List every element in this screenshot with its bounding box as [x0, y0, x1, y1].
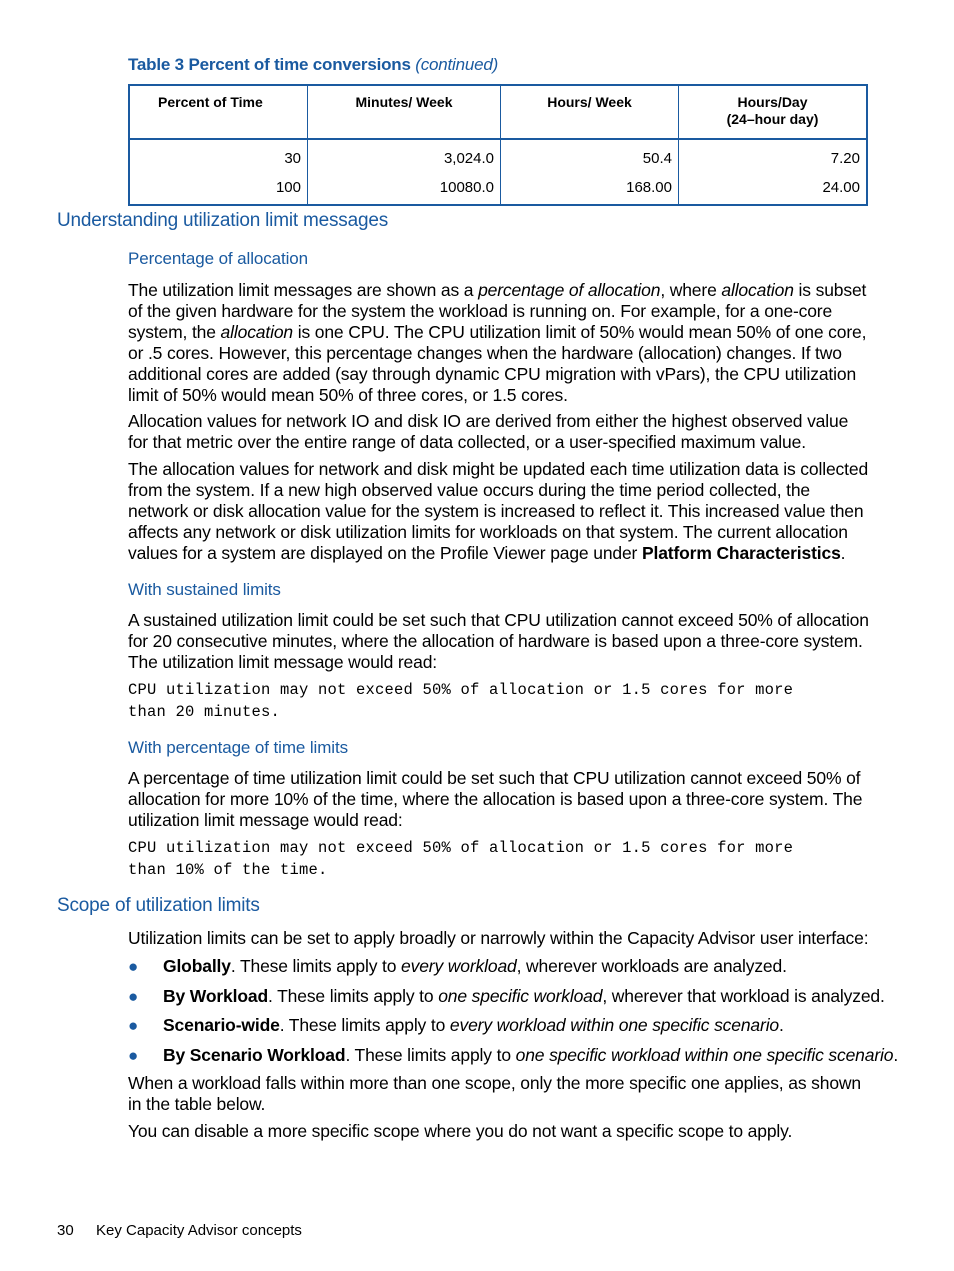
table-caption-title: Table 3 Percent of time conversions: [128, 55, 411, 74]
paragraph-allocation-updates: [128, 459, 870, 564]
text-run: . These limits apply to: [230, 956, 402, 976]
text-run-bold: Platform Characteristics: [641, 543, 841, 563]
code-line: CPU utilization may not exceed 50% of allocation or 1.5 cores for more: [128, 839, 794, 857]
text-run-italic: allocation: [721, 280, 794, 300]
text-run-italic: every workload within one specific scenario: [449, 1015, 780, 1035]
text-run: , wherever that workload is analyzed.: [602, 986, 885, 1006]
table-cell: 100: [129, 173, 308, 205]
text-run-bold: By Scenario Workload: [163, 1045, 346, 1065]
text-run: .: [779, 1015, 784, 1035]
text-run: .: [840, 543, 846, 563]
paragraph-scope-disable: You can disable a more specific scope where you do not want a specific scope to apply.: [128, 1121, 793, 1141]
table-caption: [128, 55, 498, 75]
table-cell: 3,024.0: [308, 139, 501, 173]
header-hours-day-line2: (24–hour day): [726, 111, 819, 127]
paragraph-sustained: A sustained utilization limit could be set such that CPU utilization cannot exceed 50% of allocation for 20 consecutive minutes, where the allocation of hardware is based upon a three-core system. The utilization limit message would read:: [128, 610, 869, 672]
text-run: . These limits apply to: [279, 1015, 450, 1035]
table-cell: 50.4: [501, 139, 679, 173]
code-line: than 20 minutes.: [128, 703, 281, 721]
text-run: . These limits apply to: [268, 986, 439, 1006]
text-run: , wherever workloads are analyzed.: [516, 956, 787, 976]
conversion-table: [128, 84, 868, 206]
text-run-italic: one specific workload: [438, 986, 603, 1006]
section-heading-understanding: Understanding utilization limit messages: [57, 210, 388, 231]
subheading-percentage-of-allocation: Percentage of allocation: [128, 249, 309, 268]
text-run: is subset of the given hardware for the system the workload is running on. For example, for a one-core system, the: [128, 280, 867, 342]
header-hours-day-line1: Hours/Day: [737, 94, 808, 110]
bullet-icon: ●: [128, 1016, 139, 1035]
paragraph-allocation-values: Allocation values for network IO and disk IO are derived from either the highest observed value for that metric over the entire range of data collected, or a user-specified maximum value.: [128, 411, 849, 452]
table-caption-suffix: (continued): [415, 55, 499, 74]
code-block-percentage: [128, 837, 888, 881]
table-cell: 10080.0: [308, 173, 501, 205]
text-run: The utilization limit messages are shown as a: [128, 280, 479, 300]
text-run-italic: one specific workload within one specific scenario: [515, 1045, 894, 1065]
paragraph-scope-intro: Utilization limits can be set to apply broadly or narrowly within the Capacity Advisor user interface:: [128, 928, 869, 948]
footer-page-number: 30: [57, 1222, 74, 1239]
bullet-icon: ●: [128, 957, 139, 976]
header-minutes-week: Minutes/ Week: [308, 85, 501, 139]
text-run: . These limits apply to: [345, 1045, 516, 1065]
header-hours-day: [679, 85, 868, 139]
table-cell: 30: [129, 139, 308, 173]
text-run-bold: Globally: [163, 956, 231, 976]
code-line: CPU utilization may not exceed 50% of allocation or 1.5 cores for more: [128, 681, 794, 699]
text-run-italic: percentage of allocation: [478, 280, 661, 300]
table-row: [129, 139, 867, 173]
text-run-bold: By Workload: [163, 986, 268, 1006]
text-run: is one CPU. The CPU utilization limit of 50% would mean 50% of one core, or .5 cores. However, this percentage changes when the hardware (allocation) changes. If two additional cores are added (say through dynamic CPU migration with vPars), the CPU utilization limit of 50% would mean 50% of three cores, or 1.5 cores.: [128, 322, 867, 405]
text-run-italic: allocation: [220, 322, 293, 342]
text-run-bold: Scenario-wide: [163, 1015, 280, 1035]
text-run: The allocation values for network and disk might be updated each time utilization data is collected from the system. If a new high observed value occurs during the time period collected, the network or disk allocation value for the system is increased to reflect it. This increased value then affects any network or disk utilization limits for workloads on that system. The current allocation values for a system are displayed on the Profile Viewer page under: [128, 459, 869, 563]
table-cell: 168.00: [501, 173, 679, 205]
text-run-italic: every workload: [401, 956, 517, 976]
subheading-percentage-time-limits: With percentage of time limits: [128, 738, 348, 757]
header-hours-week: Hours/ Week: [501, 85, 679, 139]
paragraph-scope-specific: When a workload falls within more than one scope, only the more specific one applies, as shown in the table below.: [128, 1073, 861, 1114]
paragraph-percentage-time: A percentage of time utilization limit could be set such that CPU utilization cannot exceed 50% of allocation for more 10% of the time, where the allocation is based upon a three-core system. The utilization limit message would read:: [128, 768, 863, 830]
table-header-row: [129, 85, 867, 139]
table-cell: 7.20: [679, 139, 868, 173]
subheading-sustained-limits: With sustained limits: [128, 580, 281, 599]
text-run: , where: [660, 280, 722, 300]
text-run: .: [893, 1045, 899, 1065]
footer-chapter-title: Key Capacity Advisor concepts: [96, 1222, 302, 1239]
code-line: than 10% of the time.: [128, 861, 328, 879]
code-block-sustained: [128, 679, 888, 723]
section-heading-scope: Scope of utilization limits: [57, 895, 260, 916]
paragraph-allocation-intro: [128, 280, 870, 406]
table-cell: 24.00: [679, 173, 868, 205]
bullet-icon: ●: [128, 987, 139, 1006]
bullet-icon: ●: [128, 1046, 139, 1065]
table-row: [129, 173, 867, 205]
header-percent-of-time: Percent of Time: [129, 85, 308, 139]
